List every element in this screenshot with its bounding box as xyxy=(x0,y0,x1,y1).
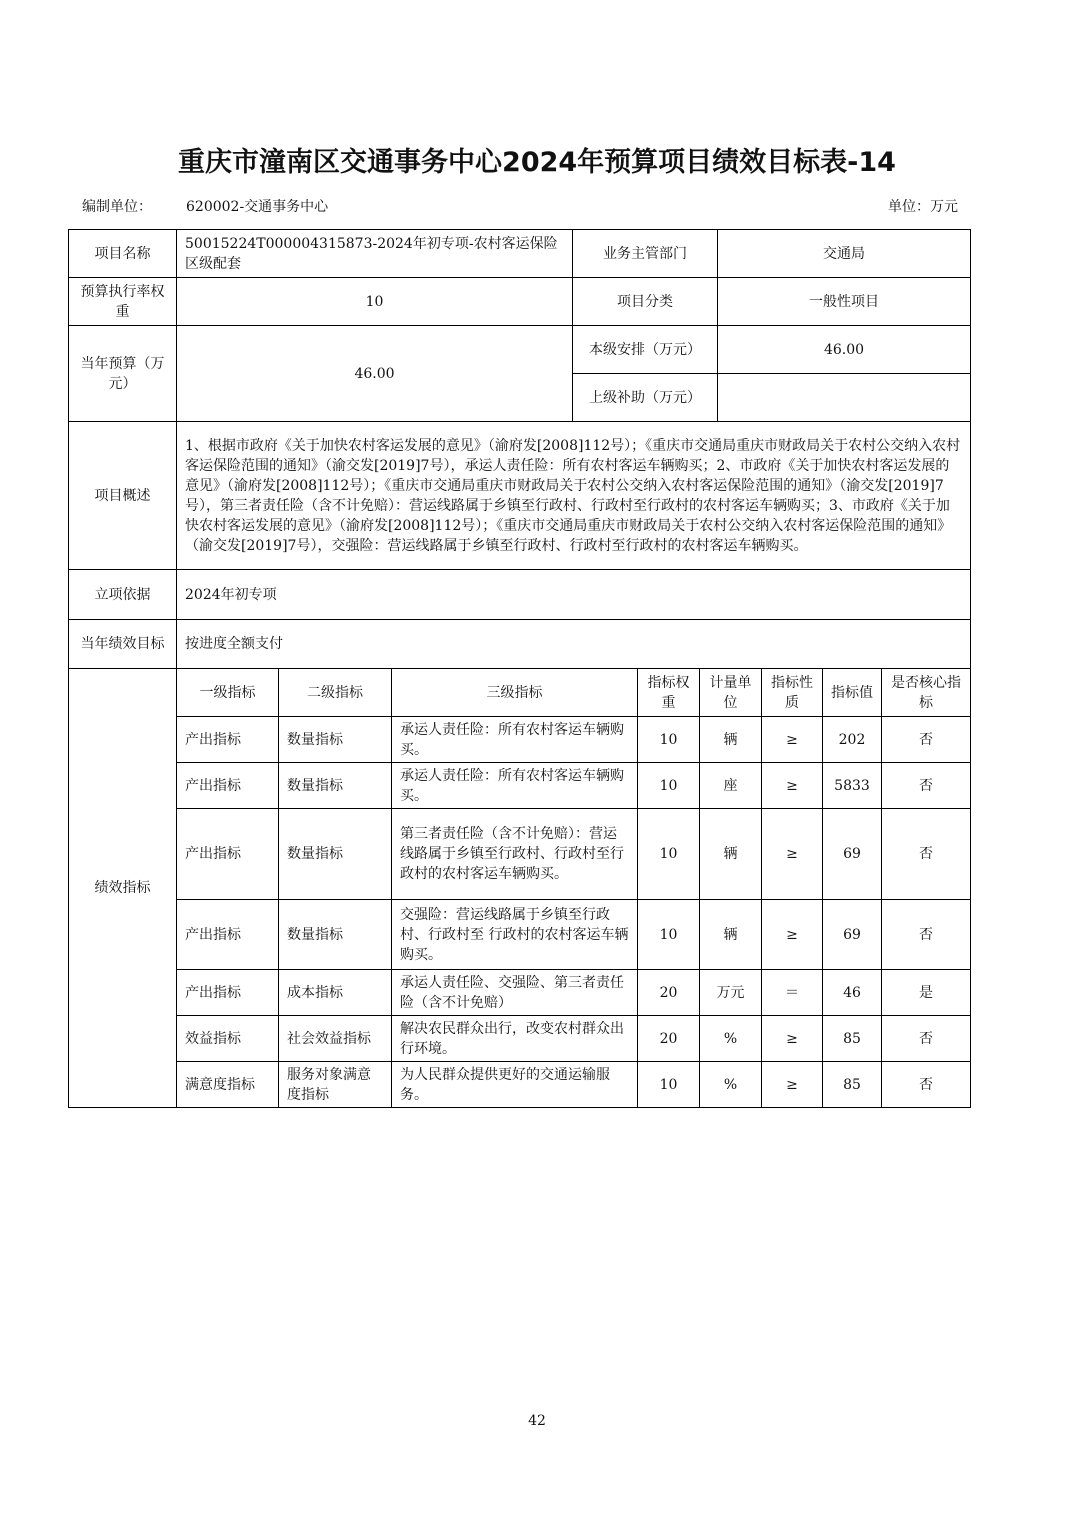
cell-nature: ≥ xyxy=(762,1062,823,1108)
cell-unit: 辆 xyxy=(700,809,762,900)
page-title: 重庆市潼南区交通事务中心2024年预算项目绩效目标表-14 xyxy=(178,147,896,178)
header-unit: 计量单位 xyxy=(700,669,762,717)
budget-label: 当年预算（万元） xyxy=(69,326,177,422)
cell-level1: 产出指标 xyxy=(177,763,279,809)
cell-core: 否 xyxy=(882,763,971,809)
budget-value: 46.00 xyxy=(177,326,573,422)
cell-core: 是 xyxy=(882,970,971,1016)
cell-level3: 为人民群众提供更好的交通运输服务。 xyxy=(392,1062,638,1108)
cell-target: 69 xyxy=(823,900,882,970)
cell-core: 否 xyxy=(882,1016,971,1062)
cell-unit: % xyxy=(700,1062,762,1108)
cell-weight: 10 xyxy=(638,717,700,763)
cell-target: 46 xyxy=(823,970,882,1016)
upper-funding-label: 上级补助（万元） xyxy=(573,374,718,422)
local-funding-value: 46.00 xyxy=(718,326,971,374)
header-weight: 指标权重 xyxy=(638,669,700,717)
cell-core: 否 xyxy=(882,717,971,763)
cell-level2: 数量指标 xyxy=(279,900,392,970)
currency-unit: 单位：万元 xyxy=(888,199,958,215)
category-label: 项目分类 xyxy=(573,278,718,326)
cell-level1: 产出指标 xyxy=(177,717,279,763)
cell-level3: 解决农民群众出行，改变农村群众出行环境。 xyxy=(392,1016,638,1062)
weight-label: 预算执行率权重 xyxy=(69,278,177,326)
cell-weight: 10 xyxy=(638,809,700,900)
cell-nature: ≥ xyxy=(762,1016,823,1062)
overview-label: 项目概述 xyxy=(69,422,177,570)
performance-header-row xyxy=(69,669,971,717)
cell-unit: 辆 xyxy=(700,900,762,970)
cell-target: 5833 xyxy=(823,763,882,809)
header-nature: 指标性质 xyxy=(762,669,823,717)
cell-level3: 交强险：营运线路属于乡镇至行政村、行政村至 行政村的农村客运车辆购买。 xyxy=(392,900,638,970)
performance-section-label: 绩效指标 xyxy=(69,669,177,1108)
cell-level2: 成本指标 xyxy=(279,970,392,1016)
table-row xyxy=(69,763,971,809)
performance-table xyxy=(68,668,971,1108)
header-level2: 二级指标 xyxy=(279,669,392,717)
cell-level3: 第三者责任险（含不计免赔）：营运线路属于乡镇至行政村、行政村至行政村的农村客运车辆购买。 xyxy=(392,809,638,900)
table-row xyxy=(69,1062,971,1108)
cell-nature: ≥ xyxy=(762,809,823,900)
header-level3: 三级指标 xyxy=(392,669,638,717)
cell-weight: 20 xyxy=(638,970,700,1016)
overview-text: 1、根据市政府《关于加快农村客运发展的意见》（渝府发[2008]112号）；《重庆市交通局重庆市财政局关于农村公交纳入农村客运保险范围的通知》（渝交发[2019]7号），承运人责任险：所有农村客运车辆购买；2、市政府《关于加快农村客运发展的意见》（渝府发[2008]112号）；《重庆市交通局重庆市财政局关于农村公交纳入农村客运保险范围的通知》（渝交发[2019]7号），第三者责任险（含不计免赔）：营运线路属于乡镇至行政村、行政村至行政村的农村客运车辆购买；3、市政府《关于加快农村客运发展的意见》（渝府发[2008]112号）；《重庆市交通局重庆市财政局关于农村公交纳入农村客运保险范围的通知》（渝交发[2019]7号），交强险：营运线路属于乡镇至行政村、行政村至行政村的农村客运车辆购买。 xyxy=(177,422,971,570)
cell-level1: 产出指标 xyxy=(177,809,279,900)
cell-unit: % xyxy=(700,1016,762,1062)
cell-level3: 承运人责任险：所有农村客运车辆购买。 xyxy=(392,763,638,809)
cell-core: 否 xyxy=(882,1062,971,1108)
cell-unit: 座 xyxy=(700,763,762,809)
weight-value: 10 xyxy=(177,278,573,326)
table-row xyxy=(69,1016,971,1062)
cell-level1: 产出指标 xyxy=(177,900,279,970)
compiling-unit xyxy=(82,196,328,216)
cell-weight: 10 xyxy=(638,1062,700,1108)
cell-level1: 效益指标 xyxy=(177,1016,279,1062)
cell-level2: 数量指标 xyxy=(279,763,392,809)
project-name-value: 50015224T000004315873-2024年初专项-农村客运保险区级配套 xyxy=(177,230,573,278)
cell-level2: 数量指标 xyxy=(279,717,392,763)
cell-target: 85 xyxy=(823,1062,882,1108)
cell-target: 85 xyxy=(823,1016,882,1062)
cell-weight: 20 xyxy=(638,1016,700,1062)
cell-level2: 服务对象满意度指标 xyxy=(279,1062,392,1108)
upper-funding-value xyxy=(718,374,971,422)
project-info-table xyxy=(68,229,971,669)
goal-label: 当年绩效目标 xyxy=(69,620,177,669)
table-row xyxy=(69,900,971,970)
cell-target: 69 xyxy=(823,809,882,900)
cell-weight: 10 xyxy=(638,900,700,970)
local-funding-label: 本级安排（万元） xyxy=(573,326,718,374)
cell-level1: 产出指标 xyxy=(177,970,279,1016)
header-target: 指标值 xyxy=(823,669,882,717)
cell-level1: 满意度指标 xyxy=(177,1062,279,1108)
compiling-unit-value: 620002-交通事务中心 xyxy=(186,199,329,215)
cell-core: 否 xyxy=(882,900,971,970)
basis-value: 2024年初专项 xyxy=(177,570,971,620)
cell-unit: 辆 xyxy=(700,717,762,763)
cell-nature: ≥ xyxy=(762,717,823,763)
cell-core: 否 xyxy=(882,809,971,900)
page-number: 42 xyxy=(528,1413,546,1429)
cell-nature: ≥ xyxy=(762,763,823,809)
cell-weight: 10 xyxy=(638,763,700,809)
basis-label: 立项依据 xyxy=(69,570,177,620)
dept-value: 交通局 xyxy=(718,230,971,278)
cell-target: 202 xyxy=(823,717,882,763)
dept-label: 业务主管部门 xyxy=(573,230,718,278)
goal-value: 按进度全额支付 xyxy=(177,620,971,669)
cell-nature: ＝ xyxy=(762,970,823,1016)
cell-unit: 万元 xyxy=(700,970,762,1016)
cell-level2: 数量指标 xyxy=(279,809,392,900)
cell-level3: 承运人责任险、交强险、第三者责任险（含不计免赔） xyxy=(392,970,638,1016)
category-value: 一般性项目 xyxy=(718,278,971,326)
cell-level2: 社会效益指标 xyxy=(279,1016,392,1062)
cell-level3: 承运人责任险：所有农村客运车辆购买。 xyxy=(392,717,638,763)
header-core: 是否核心指标 xyxy=(882,669,971,717)
cell-nature: ≥ xyxy=(762,900,823,970)
project-name-label: 项目名称 xyxy=(69,230,177,278)
table-row xyxy=(69,970,971,1016)
table-row xyxy=(69,809,971,900)
compiling-unit-label: 编制单位： xyxy=(82,199,152,215)
table-row xyxy=(69,717,971,763)
header-level1: 一级指标 xyxy=(177,669,279,717)
